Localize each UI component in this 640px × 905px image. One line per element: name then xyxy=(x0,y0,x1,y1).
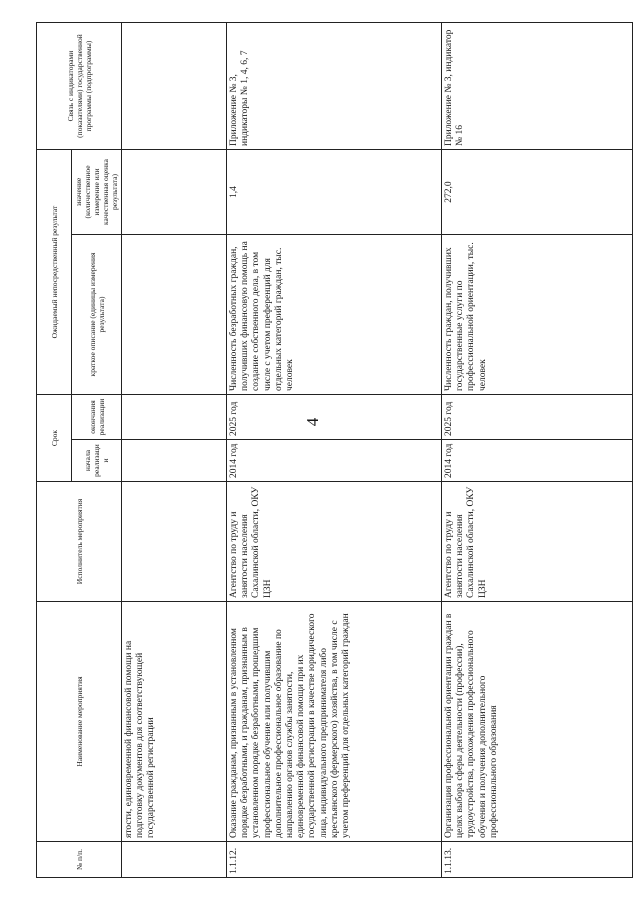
header-num: № п/п. xyxy=(37,842,122,878)
header-link: Связь с индикаторами (показателями) государственной программы (подпрограммы) xyxy=(37,23,122,150)
document-table-rotated xyxy=(36,23,640,878)
cell-desc: Численность безработных граждан, получивших финансовую помощь на создание собственного дела, в том числе с учетом преференций для отдельных категорий граждан, тыс. человек xyxy=(227,235,442,395)
cell-name: Оказание гражданам, признанным в установленном порядке безработными, и гражданам, признанным в установленном порядке безработными, прошедшим профессиональное обучение или получившим дополнительное профессиональное образование по направлению органов службы занятости, единовременной финансовой помощи при их государственной регистрации в качестве юридического лица, индивидуального предпринимателя либо крестьянского (фермерского) хозяйства, в том числе с учетом преференций для отдельных категорий граждан xyxy=(227,602,442,842)
cell-name: Организация профессиональной ориентации граждан в целях выбора сферы деятельности (профессии), трудоустройства, прохождения профессионального обучения и получения дополнительного профессионального образования xyxy=(442,602,633,842)
cell-num xyxy=(122,842,227,878)
header-result-value: значение (количественное измерение или качественная оценка результата) xyxy=(72,150,122,235)
cell-num: 1.1.13. xyxy=(442,842,633,878)
cell-name: ятости, единовременной финансовой помощи на подготовку документов для соответствующей государственной регистрации xyxy=(122,602,227,842)
table-row xyxy=(122,23,227,878)
cell-value: 272,0 xyxy=(442,150,633,235)
cell-start xyxy=(122,440,227,482)
cell-num: 1.1.12. xyxy=(227,842,442,878)
cell-start: 2014 год xyxy=(442,440,633,482)
header-term-end: окончания реализации xyxy=(72,395,122,440)
cell-executor xyxy=(122,482,227,602)
cell-link xyxy=(122,23,227,150)
cell-end: 2025 год xyxy=(442,395,633,440)
cell-value xyxy=(122,150,227,235)
cell-desc xyxy=(122,235,227,395)
cell-value: 1,4 xyxy=(227,150,442,235)
header-term-start: начала реализации xyxy=(72,440,122,482)
header-name: Наименование мероприятия xyxy=(37,602,122,842)
cell-desc: Численность граждан, получивших государственные услуги по профессиональной ориентации, тыс. человек xyxy=(442,235,633,395)
header-result-desc: краткое описание (единицы измерения результата) xyxy=(72,235,122,395)
cell-end xyxy=(122,395,227,440)
header-result: Ожидаемый непосредственный результат xyxy=(37,150,72,395)
cell-end: 2025 год xyxy=(227,395,442,440)
cell-link: Приложение № 3, индикатор № 16 xyxy=(442,23,633,150)
header-term: Срок xyxy=(37,395,72,482)
cell-executor: Агентство по труду и занятости населения Сахалинской области, ОКУ ЦЗН xyxy=(227,482,442,602)
table-row xyxy=(442,23,633,878)
cell-executor: Агентство по труду и занятости населения Сахалинской области, ОКУ ЦЗН xyxy=(442,482,633,602)
cell-link: Приложение № 3, индикаторы № 1, 4, 6, 7 xyxy=(227,23,442,150)
measures-table xyxy=(36,22,633,878)
table-row xyxy=(227,23,442,878)
header-executor: Исполнитель мероприятия xyxy=(37,482,122,602)
page-number: 4 xyxy=(303,417,322,427)
cell-start: 2014 год xyxy=(227,440,442,482)
